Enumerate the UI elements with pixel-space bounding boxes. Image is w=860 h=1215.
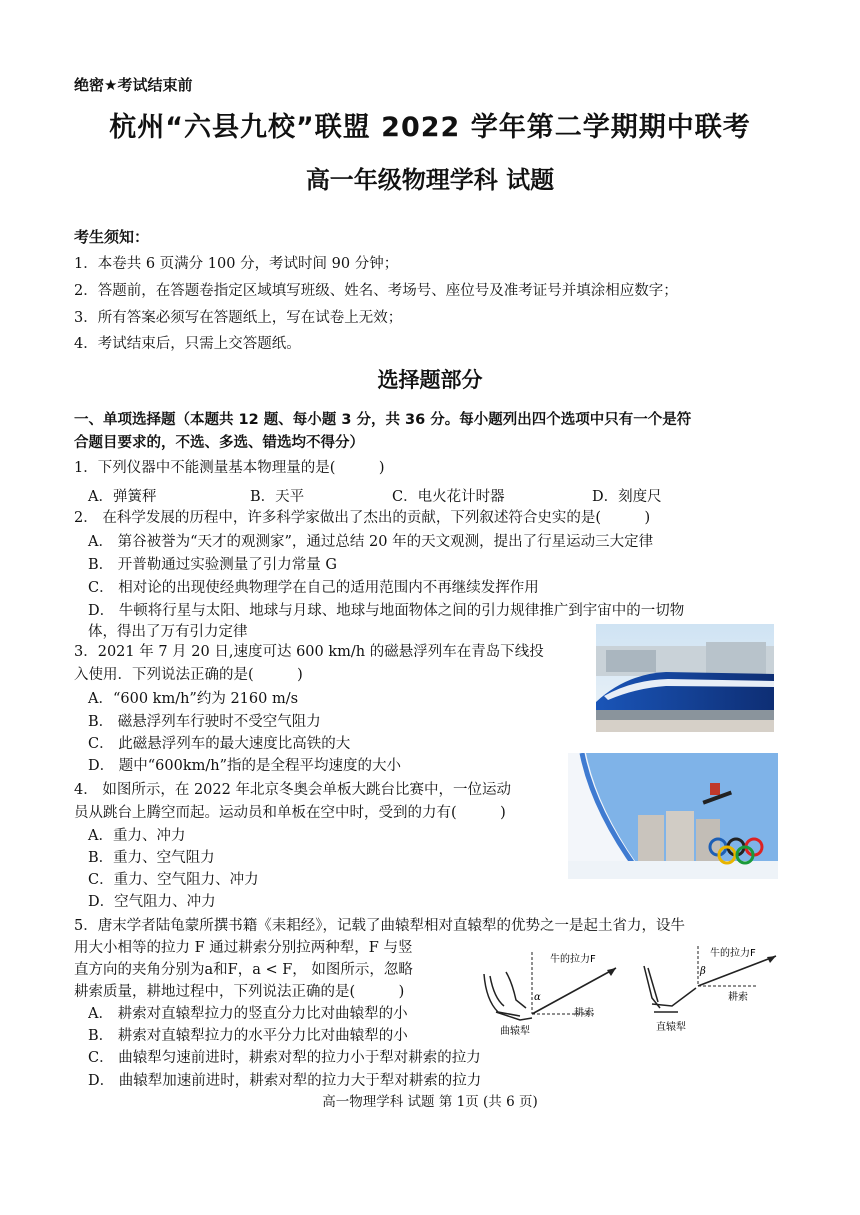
part-heading: 合题目要求的，不选、多选、错选均不得分） [74,435,364,451]
confidential-label: 绝密★考试结束前 [74,76,193,94]
option-c: C． 相对论的出现使经典物理学在自己的适用范围内不再继续发挥作用 [88,580,539,596]
question-4-stem: 4． 如图所示，在 2022 年北京冬奥会单板大跳台比赛中，一位运动 [74,782,511,798]
right-rope-label: 耕索 [728,992,748,1003]
alpha-angle-label: α [534,992,541,1003]
exam-title: 杭州“六县九校”联盟 2022 学年第二学期期中联考 [109,112,751,143]
part-heading: 一、单项选择题（本题共 12 题、每小题 3 分，共 36 分。每小题列出四个选项中只有一个是符 [74,412,692,428]
question-4-stem: 员从跳台上腾空而起。运动员和单板在空中时，受到的力有( ) [74,805,506,821]
question-5-stem: 耕索质量，耕地过程中，下列说法正确的是( ) [74,984,405,1000]
option-c: C． 曲辕犁匀速前进时，耕索对犁的拉力小于犁对耕索的拉力 [88,1050,481,1066]
exam-subtitle: 高一年级物理学科 试题 [305,166,555,194]
option-c: C．电火花计时器 [392,489,505,505]
option-a: A． 耕索对直辕犁拉力的竖直分力比对曲辕犁的小 [88,1006,408,1022]
option-a: A． 第谷被誉为“天才的观测家”，通过总结 20 年的天文观测，提出了行星运动三大定律 [88,534,654,550]
option-b: B．重力、空气阻力 [88,850,215,866]
left-caption: 曲辕犁 [500,1026,530,1037]
left-rope-label: 耕索 [574,1008,594,1019]
section-title: 选择题部分 [377,368,483,392]
left-force-label: 牛的拉力F [550,954,596,965]
notice-heading: 考生须知： [74,228,150,246]
question-1-stem: 1．下列仪器中不能测量基本物理量的是( ) [74,460,385,476]
question-3-stem: 入使用．下列说法正确的是( ) [74,667,303,683]
right-force-label: 牛的拉力F [710,948,756,959]
curved-plow-drawing [484,972,532,1020]
plow-force-diagram [476,942,781,1042]
option-d: D． 牛顿将行星与太阳、地球与月球、地球与地面物体之间的引力规律推广到宇宙中的一切物 [88,603,685,619]
option-b: B．天平 [250,489,305,505]
option-c: C． 此磁悬浮列车的最大速度比高铁的大 [88,736,351,752]
question-5-stem: 5．唐末学者陆龟蒙所撰书籍《耒耜经》，记载了曲辕犁相对直辕犁的优势之一是起土省力，设牛 [74,918,685,934]
question-5-stem: 直方向的夹角分别为a和F，a < F， 如图所示，忽略 [74,962,413,978]
straight-plow-drawing [644,966,696,1012]
notice-item: 2．答题前，在答题卷指定区域填写班级、姓名、考场号、座位号及准考证号并填涂相应数字； [74,283,678,299]
option-d: D． 题中“600km/h”指的是全程平均速度的大小 [88,758,401,774]
big-air-jump-photo [568,753,778,879]
option-a: A．“600 km/h”约为 2160 m/s [88,691,299,707]
option-a: A．弹簧秤 [88,489,157,505]
maglev-train-photo [596,624,774,732]
option-b: B． 开普勒通过实验测量了引力常量 G [88,557,337,573]
option-b: B． 耕索对直辕犁拉力的水平分力比对曲辕犁的小 [88,1028,408,1044]
question-3-stem: 3．2021 年 7 月 20 日,速度可达 600 km/h 的磁悬浮列车在青岛下线投 [74,644,544,660]
notice-item: 3．所有答案必须写在答题纸上，写在试卷上无效； [74,310,403,326]
option-b: B． 磁悬浮列车行驶时不受空气阻力 [88,714,321,730]
option-d: D．刻度尺 [592,489,662,505]
option-d: D．空气阻力、冲力 [88,894,216,910]
question-2-stem: 2． 在科学发展的历程中，许多科学家做出了杰出的贡献，下列叙述符合史实的是( ) [74,510,651,526]
option-d: D． 曲辕犁加速前进时，耕索对犁的拉力大于犁对耕索的拉力 [88,1073,482,1089]
beta-angle-label: β [700,966,706,977]
notice-item: 4．考试结束后，只需上交答题纸。 [74,336,301,352]
right-caption: 直辕犁 [656,1022,686,1033]
notice-item: 1．本卷共 6 页满分 100 分，考试时间 90 分钟； [74,256,399,272]
option-d-cont: 体，得出了万有引力定律 [88,624,248,640]
question-5-stem: 用大小相等的拉力 F 通过耕索分别拉两种犁，F 与竖 [74,940,413,956]
option-a: A．重力、冲力 [88,828,186,844]
page-footer: 高一物理学科 试题 第 1页 (共 6 页) [322,1094,538,1110]
option-c: C．重力、空气阻力、冲力 [88,872,259,888]
